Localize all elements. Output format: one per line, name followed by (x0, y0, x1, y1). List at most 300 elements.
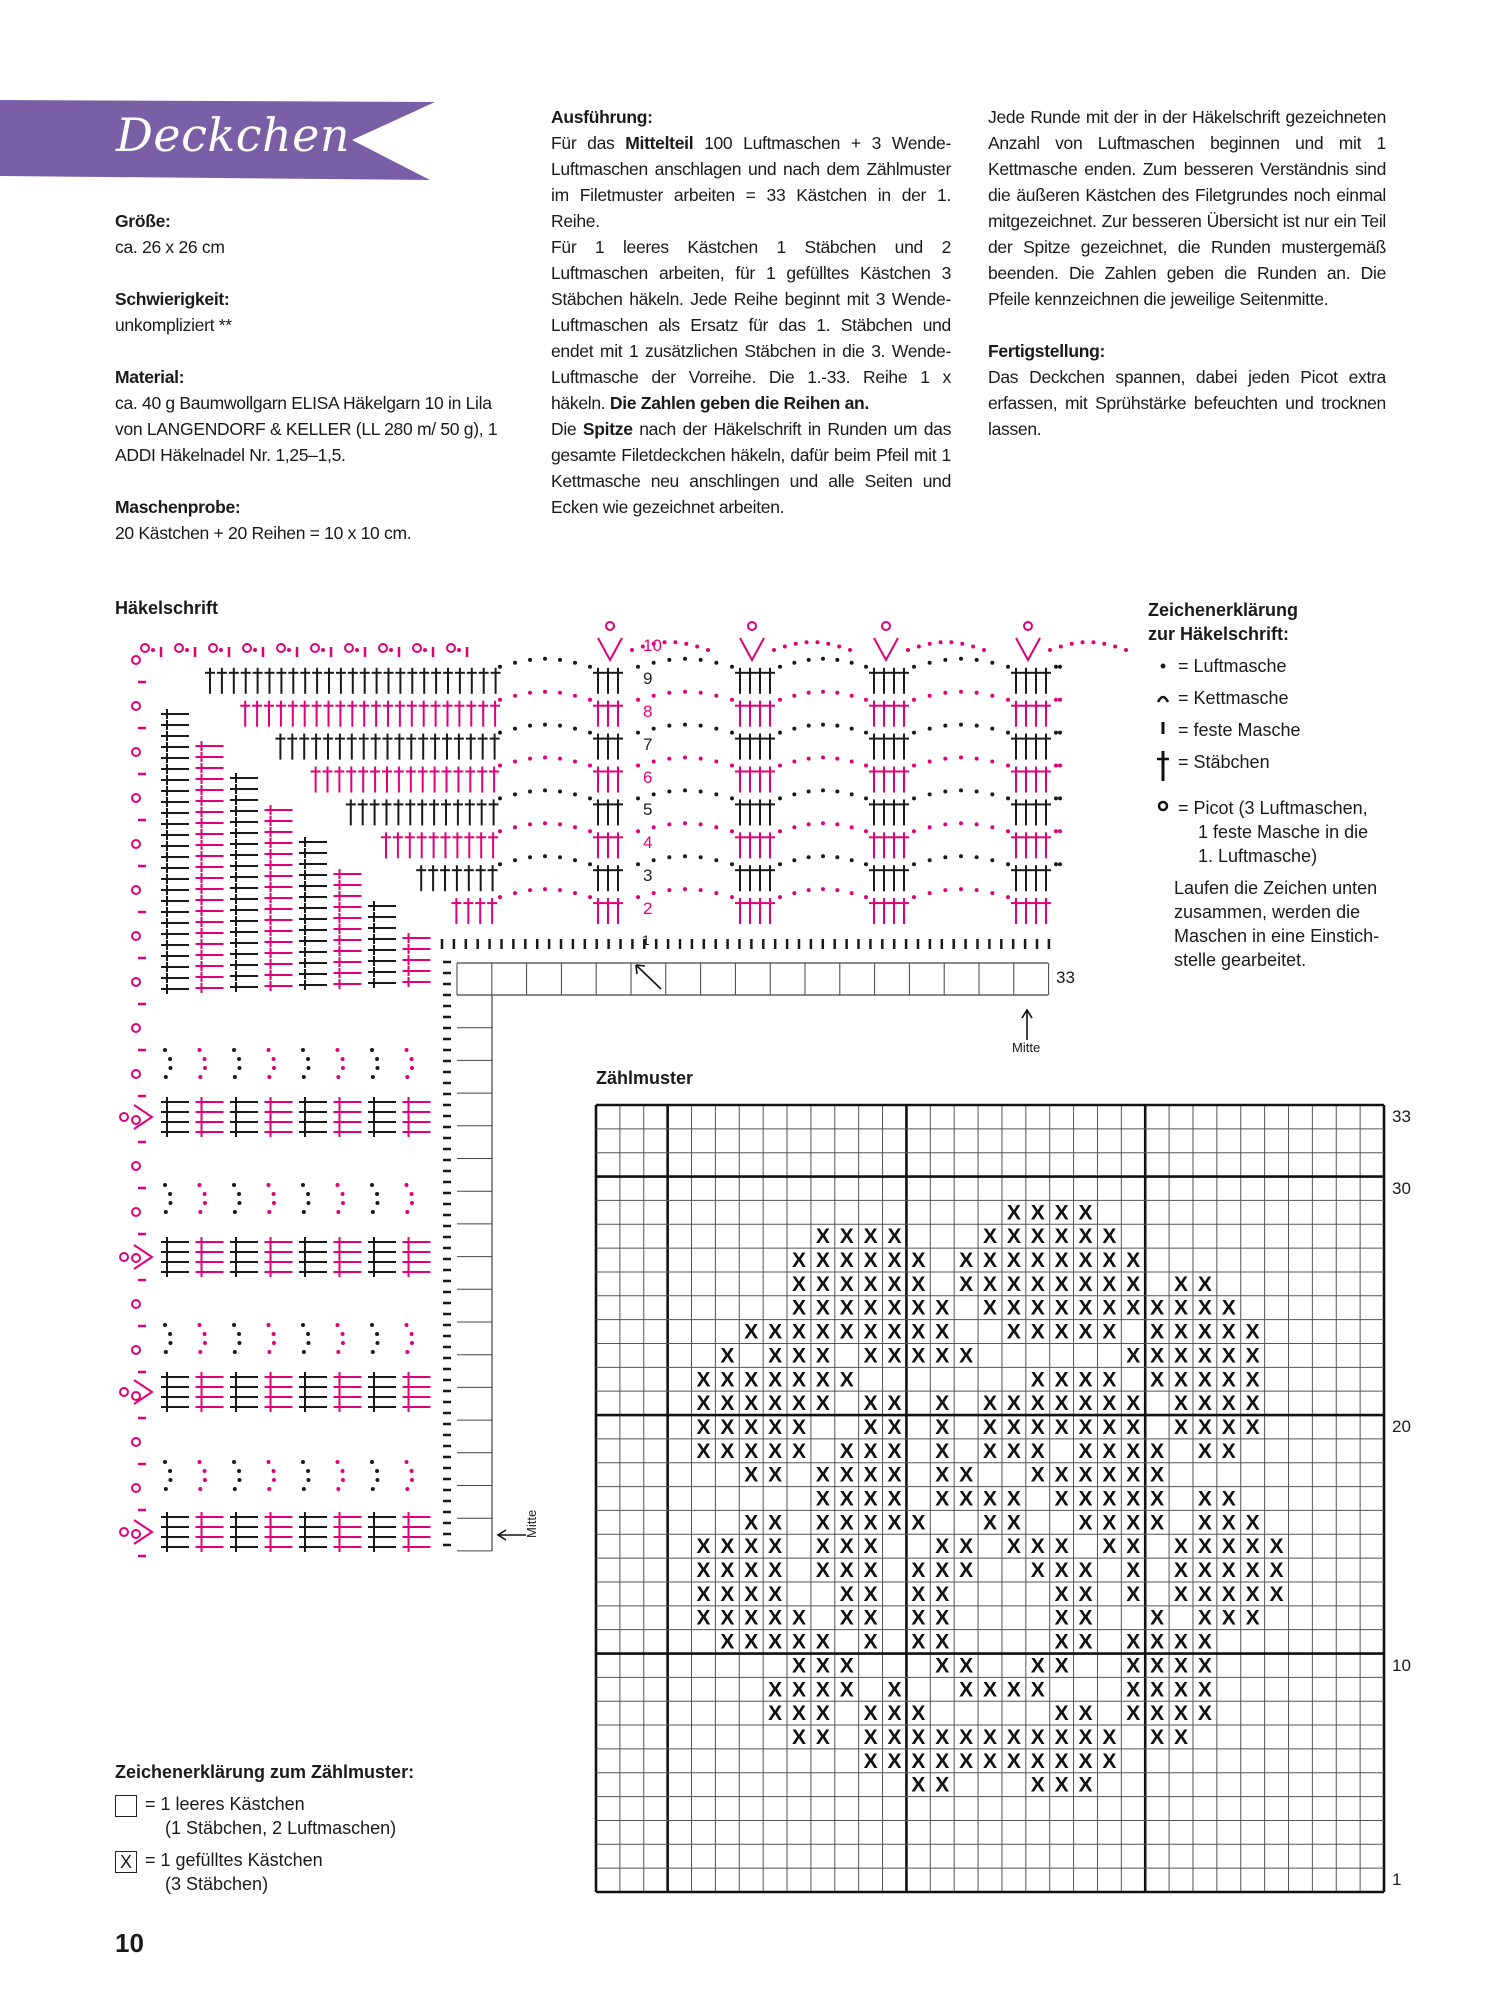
text: nach der Häkelschrift in Runden um das gesamte Filetdeckchen häkeln, dafür beim Pfeil mit 1 Kettmasche neu anschlingen und alle Seiten und Ecken wie gezeichnet arbeiten. (551, 419, 952, 517)
filled-cell-mark: X (863, 1320, 878, 1344)
filled-cell-mark: X (1245, 1415, 1260, 1439)
filled-cell-mark: X (1221, 1392, 1236, 1416)
rounds-paragraph: Jede Runde mit der in der Häkelschrift gezeichneten Anzahl von Luftmaschen beginnen und mit 1 Kettmasche enden. Zum besseren Verständnis sind die äußeren Kästchen des Filetgrundes noch einmal mitgezeichnet. Zur besseren Übersicht ist nur ein Teil der Spitze gezeichnet, die Runden mustergemäß beenden. Die Zahlen geben die Runden an. Die Pfeile kennzeichnen die jeweilige Seitenmitte. (988, 107, 1386, 309)
filled-cell-mark: X (887, 1296, 902, 1320)
filled-cell-mark: X (1006, 1439, 1021, 1463)
filled-cell-mark: X (1197, 1415, 1212, 1439)
round-label: 3 (643, 866, 653, 886)
filled-cell-mark: X (1245, 1344, 1260, 1368)
filled-cell-mark: X (935, 1559, 950, 1583)
round-label: 9 (643, 668, 653, 688)
filled-cell-mark: X (1030, 1749, 1045, 1773)
filled-cell-mark: X (887, 1344, 902, 1368)
filled-cell-mark: X (696, 1559, 711, 1583)
filled-cell-mark: X (1006, 1487, 1021, 1511)
filled-cell-mark: X (935, 1392, 950, 1416)
filled-cell-mark: X (935, 1535, 950, 1559)
filled-cell-mark: X (1221, 1606, 1236, 1630)
filled-cell-mark: X (1102, 1511, 1117, 1535)
filled-cell-mark: X (1102, 1249, 1117, 1273)
filled-cell-mark: X (887, 1320, 902, 1344)
filled-cell-mark: X (863, 1630, 878, 1654)
legend-text: 1. Luftmasche) (1198, 846, 1318, 866)
filled-cell-mark: X (1150, 1463, 1165, 1487)
filled-cell-mark: X (1054, 1582, 1069, 1606)
difficulty-label: Schwierigkeit: (115, 289, 230, 309)
filled-cell-mark: X (815, 1225, 830, 1249)
filled-cell-mark: X (1197, 1606, 1212, 1630)
filled-cell-mark: X (863, 1606, 878, 1630)
filled-cell-mark: X (1054, 1773, 1069, 1797)
emphasis: Spitze (582, 419, 633, 439)
filled-cell-mark: X (1221, 1559, 1236, 1583)
filled-cell-mark: X (863, 1439, 878, 1463)
filled-cell-mark: X (1078, 1249, 1093, 1273)
filled-cell-mark: X (1054, 1368, 1069, 1392)
filled-cell-mark: X (1078, 1702, 1093, 1726)
filled-cell-mark: X (911, 1511, 926, 1535)
filled-cell-mark: X (1150, 1296, 1165, 1320)
filled-cell-mark: X (1078, 1296, 1093, 1320)
filled-cell-mark: X (1102, 1439, 1117, 1463)
filled-cell-mark: X (887, 1463, 902, 1487)
filled-cell-mark: X (911, 1582, 926, 1606)
filled-cell-mark: X (1197, 1582, 1212, 1606)
filled-cell-mark: X (1078, 1606, 1093, 1630)
filled-cell-mark: X (744, 1511, 759, 1535)
text: Für 1 leeres Kästchen 1 Stäbchen und 2 Luftmaschen arbeiten, für 1 gefülltes Kästchen 3 Stäbchen häkeln. Jede Reihe beginnt mit 3 Wende-Luftmaschen als Ersatz für das 1. Stäbchen und endet mit 1 zusätzlichen Stäbchen in die 3. Wende-Luftmasche der Vorreihe. Die 1.-33. Reihe 1 x häkeln. (551, 237, 951, 413)
filled-cell-mark: X (815, 1654, 830, 1678)
filled-cell-mark: X (768, 1678, 783, 1702)
filled-cell-mark: X (1174, 1415, 1189, 1439)
filled-cell-mark: X (1030, 1725, 1045, 1749)
filled-cell-mark: X (1030, 1320, 1045, 1344)
filled-cell-mark: X (935, 1654, 950, 1678)
filled-cell-mark: X (935, 1725, 950, 1749)
filled-cell-mark: X (982, 1225, 998, 1249)
center-label-top: Mitte (1012, 1040, 1041, 1055)
filled-cell-mark: X (1245, 1535, 1260, 1559)
filled-cell-mark: X (720, 1344, 735, 1368)
round-label: 10 (643, 635, 662, 655)
grid-legend-title: Zeichenerklärung zum Zählmuster: (115, 1762, 415, 1782)
filled-cell-mark: X (911, 1249, 926, 1273)
filled-cell-mark: X (1030, 1368, 1045, 1392)
filled-cell-mark: X (1245, 1392, 1260, 1416)
filled-cell-mark: X (935, 1415, 950, 1439)
filled-cell-mark: X (1054, 1225, 1069, 1249)
filled-cell-mark: X (1174, 1368, 1189, 1392)
filled-cell-mark: X (1197, 1320, 1212, 1344)
filled-cell-mark: X (1126, 1535, 1141, 1559)
round-label: 4 (643, 833, 653, 853)
filled-cell-mark: X (815, 1702, 830, 1726)
chain-dot-icon: • (1159, 656, 1167, 676)
filled-cell-mark: X (911, 1296, 926, 1320)
filled-cell-mark: X (887, 1749, 902, 1773)
filled-cell-mark: X (744, 1535, 759, 1559)
filled-cell-mark: X (1102, 1463, 1117, 1487)
filled-cell-mark: X (768, 1606, 783, 1630)
filled-cell-mark: X (1150, 1368, 1165, 1392)
filled-cell-mark: X (1221, 1511, 1236, 1535)
filled-cell-mark: X (1174, 1654, 1189, 1678)
empty-box-icon (115, 1795, 137, 1817)
filled-cell-mark: X (1054, 1272, 1069, 1296)
filled-cell-mark: X (1245, 1582, 1260, 1606)
crochet-chart-title: Häkelschrift (115, 598, 219, 618)
legend-text: = 1 leeres Kästchen (145, 1794, 305, 1814)
filled-cell-mark: X (959, 1654, 974, 1678)
filled-cell-mark: X (935, 1344, 950, 1368)
filled-cell-mark: X (1245, 1606, 1260, 1630)
filled-cell-mark: X (1126, 1559, 1141, 1583)
filled-cell-mark: X (1150, 1630, 1165, 1654)
filled-cell-mark: X (744, 1392, 759, 1416)
filled-cell-mark: X (1102, 1296, 1117, 1320)
filled-cell-mark: X (1126, 1344, 1141, 1368)
filled-cell-mark: X (768, 1582, 783, 1606)
filled-cell-mark: X (1078, 1559, 1093, 1583)
filled-cell-mark: X (863, 1702, 878, 1726)
filled-cell-mark: X (815, 1678, 830, 1702)
filled-cell-mark: X (1245, 1559, 1260, 1583)
filled-cell-mark: X (887, 1392, 902, 1416)
page-number: 10 (115, 1928, 144, 1958)
filled-cell-mark: X (1078, 1439, 1093, 1463)
filled-cell-mark: X (1102, 1392, 1117, 1416)
filled-cell-mark: X (1245, 1320, 1260, 1344)
filled-cell-mark: X (935, 1463, 950, 1487)
filled-cell-mark: X (815, 1368, 830, 1392)
filled-cell-mark: X (1269, 1559, 1284, 1583)
filled-cell-mark: X (863, 1535, 878, 1559)
filled-cell-mark: X (1054, 1487, 1069, 1511)
filled-cell-mark: X (1174, 1630, 1189, 1654)
filled-cell-mark: X (982, 1487, 998, 1511)
filled-cell-mark: X (1150, 1678, 1165, 1702)
filled-cell-mark: X (768, 1630, 783, 1654)
filled-cell-mark: X (839, 1654, 854, 1678)
filled-cell-mark: X (1197, 1392, 1212, 1416)
filled-cell-mark: X (1102, 1725, 1117, 1749)
legend-text: (1 Stäbchen, 2 Luftmaschen) (165, 1818, 397, 1838)
filled-cell-mark: X (1221, 1487, 1236, 1511)
filled-cell-mark: X (1102, 1749, 1117, 1773)
filled-cell-mark: X (791, 1368, 806, 1392)
legend-text: = Luftmasche (1178, 656, 1287, 676)
filled-cell-mark: X (863, 1272, 878, 1296)
filled-cell-mark: X (959, 1249, 974, 1273)
filled-cell-mark: X (1078, 1630, 1093, 1654)
filled-cell-mark: X (1030, 1535, 1045, 1559)
gauge-label: Maschenprobe: (115, 497, 241, 517)
filled-cell-mark: X (1054, 1702, 1069, 1726)
filled-cell-mark: X (1030, 1559, 1045, 1583)
filled-cell-mark: X (863, 1725, 878, 1749)
filled-cell-mark: X (1126, 1678, 1141, 1702)
counting-chart-title: Zählmuster (596, 1068, 694, 1088)
grid-legend (115, 1760, 535, 1896)
filled-cell-mark: X (935, 1630, 950, 1654)
filled-cell-mark: X (1221, 1535, 1236, 1559)
filled-cell-mark: X (1006, 1511, 1021, 1535)
filled-cell-mark: X (887, 1702, 902, 1726)
filled-cell-mark: X (839, 1463, 854, 1487)
filled-cell-mark: X (935, 1749, 950, 1773)
filled-cell-mark: X (815, 1320, 830, 1344)
filled-cell-mark: X (935, 1773, 950, 1797)
filled-cell-mark: X (1102, 1368, 1117, 1392)
filled-cell-mark: X (887, 1678, 902, 1702)
filled-cell-mark: X (744, 1368, 759, 1392)
filled-cell-mark: X (887, 1225, 902, 1249)
filled-cell-mark: X (1126, 1630, 1141, 1654)
filled-cell-mark: X (768, 1463, 783, 1487)
filled-cell-mark: X (959, 1272, 974, 1296)
filled-cell-mark: X (935, 1320, 950, 1344)
filled-cell-mark: X (744, 1320, 759, 1344)
filled-cell-mark: X (696, 1582, 711, 1606)
filled-cell-mark: X (791, 1630, 806, 1654)
filled-cell-mark: X (791, 1296, 806, 1320)
filled-cell-mark: X (720, 1559, 735, 1583)
filled-cell-mark: X (1150, 1654, 1165, 1678)
filled-cell-mark: X (1054, 1749, 1069, 1773)
filled-cell-mark: X (982, 1272, 998, 1296)
filled-cell-mark: X (1150, 1606, 1165, 1630)
filled-cell-mark: X (839, 1606, 854, 1630)
filled-cell-mark: X (744, 1606, 759, 1630)
filled-cell-mark: X (863, 1225, 878, 1249)
filled-cell-mark: X (1102, 1487, 1117, 1511)
size-label: Größe: (115, 211, 171, 231)
filled-cell-mark: X (1197, 1487, 1212, 1511)
filled-cell-mark: X (1006, 1749, 1021, 1773)
filled-cell-mark: X (791, 1320, 806, 1344)
filled-cell-mark: X (1054, 1415, 1069, 1439)
filled-cell-mark: X (1030, 1392, 1045, 1416)
round-label: 7 (643, 734, 653, 754)
filled-cell-mark: X (1126, 1272, 1141, 1296)
filled-cell-mark: X (1174, 1392, 1189, 1416)
page-title: Deckchen (116, 108, 350, 162)
filled-cell-mark: X (1245, 1368, 1260, 1392)
filled-cell-mark: X (744, 1415, 759, 1439)
filled-cell-mark: X (982, 1749, 998, 1773)
filled-cell-mark: X (744, 1439, 759, 1463)
filled-cell-mark: X (839, 1535, 854, 1559)
filled-cell-mark: X (863, 1392, 878, 1416)
filled-cell-mark: X (839, 1582, 854, 1606)
round-label: 5 (643, 800, 653, 820)
filled-cell-mark: X (1054, 1320, 1069, 1344)
legend-text: = 1 gefülltes Kästchen (145, 1850, 323, 1870)
filled-cell-mark: X (720, 1535, 735, 1559)
row-number-label: 1 (1392, 1870, 1402, 1890)
filled-cell-mark: X (1197, 1344, 1212, 1368)
filled-cell-mark: X (1078, 1225, 1093, 1249)
filled-cell-mark: X (696, 1368, 711, 1392)
filled-cell-mark: X (1245, 1511, 1260, 1535)
filled-cell-mark: X (839, 1487, 854, 1511)
filled-cell-mark: X (911, 1344, 926, 1368)
filled-cell-mark: X (1126, 1702, 1141, 1726)
round-label: 8 (643, 701, 653, 721)
filled-cell-mark: X (982, 1725, 998, 1749)
filled-cell-mark: X (1150, 1725, 1165, 1749)
filled-cell-mark: X (1197, 1272, 1212, 1296)
filled-cell-mark: X (696, 1415, 711, 1439)
filled-cell-mark: X (1006, 1678, 1021, 1702)
emphasis: Die Zahlen geben die Reihen an. (609, 393, 869, 413)
filled-cell-mark: X (744, 1582, 759, 1606)
filled-cell-mark: X (887, 1249, 902, 1273)
filled-cell-mark: X (1174, 1678, 1189, 1702)
filled-cell-mark: X (863, 1582, 878, 1606)
filled-cell-mark: X (1030, 1225, 1045, 1249)
filled-cell-mark: X (911, 1606, 926, 1630)
filled-cell-mark: X (791, 1344, 806, 1368)
filled-cell-mark: X (935, 1439, 950, 1463)
filled-cell-mark: X (815, 1535, 830, 1559)
filled-cell-mark: X (1030, 1272, 1045, 1296)
filled-cell-mark: X (1150, 1320, 1165, 1344)
filled-cell-mark: X (720, 1439, 735, 1463)
filled-cell-mark: X (1054, 1201, 1069, 1225)
filled-cell-mark: X (1126, 1392, 1141, 1416)
finishing-text: Das Deckchen spannen, dabei jeden Picot extra erfassen, mit Sprühstärke befeuchten und trocknen lassen. (988, 367, 1386, 439)
text: 100 Luftmaschen + 3 Wende-Luftmaschen anschlagen und nach dem Zählmuster im Filetmuster arbeiten = 33 Kästchen in der 1. Reihe. (551, 133, 951, 231)
filled-cell-mark: X (1078, 1725, 1093, 1749)
filled-cell-mark: X (839, 1439, 854, 1463)
filled-cell-mark: X (791, 1678, 806, 1702)
instructions-heading: Ausführung: (551, 107, 653, 127)
legend-text: = Picot (3 Luftmaschen, (1178, 798, 1368, 818)
filled-cell-mark: X (959, 1487, 974, 1511)
filled-cell-mark: X (815, 1344, 830, 1368)
filled-cell-mark: X (1174, 1344, 1189, 1368)
filled-cell-mark: X (1054, 1296, 1069, 1320)
filled-cell-mark: X (1078, 1511, 1093, 1535)
filled-cell-mark: X (1030, 1678, 1045, 1702)
filled-cell-mark: X (1102, 1415, 1117, 1439)
filled-cell-mark: X (1197, 1296, 1212, 1320)
filled-cell-mark: X (1197, 1535, 1212, 1559)
filled-cell-mark: X (1006, 1392, 1021, 1416)
filled-cell-mark: X (791, 1249, 806, 1273)
filled-cell-mark: X (720, 1606, 735, 1630)
filled-cell-mark: X (839, 1272, 854, 1296)
filled-cell-mark: X (1030, 1249, 1045, 1273)
filled-cell-mark: X (1078, 1773, 1093, 1797)
filled-box-icon: X (115, 1851, 137, 1873)
filled-cell-mark: X (1102, 1535, 1117, 1559)
filled-cell-mark: X (1078, 1272, 1093, 1296)
filled-cell-mark: X (768, 1439, 783, 1463)
filled-cell-mark: X (1006, 1296, 1021, 1320)
filled-cell-mark: X (911, 1749, 926, 1773)
filled-cell-mark: X (1030, 1415, 1045, 1439)
text: Die (551, 419, 583, 439)
legend-text: = feste Masche (1178, 720, 1301, 740)
filled-cell-mark: X (863, 1463, 878, 1487)
filled-cell-mark: X (768, 1511, 783, 1535)
filled-cell-mark: X (1197, 1559, 1212, 1583)
filled-cell-mark: X (791, 1702, 806, 1726)
filled-cell-mark: X (1030, 1654, 1045, 1678)
filled-cell-mark: X (1269, 1582, 1284, 1606)
filled-cell-mark: X (911, 1630, 926, 1654)
filled-cell-mark: X (839, 1511, 854, 1535)
filled-cell-mark: X (744, 1630, 759, 1654)
filled-cell-mark: X (1150, 1487, 1165, 1511)
edge-count-label: 33 (1056, 968, 1075, 987)
filled-cell-mark: X (791, 1392, 806, 1416)
filled-cell-mark: X (1221, 1415, 1236, 1439)
filled-cell-mark: X (839, 1678, 854, 1702)
filled-cell-mark: X (863, 1415, 878, 1439)
filled-cell-mark: X (1006, 1225, 1021, 1249)
filled-cell-mark: X (1030, 1201, 1045, 1225)
filled-cell-mark: X (1054, 1463, 1069, 1487)
filled-cell-mark: X (839, 1296, 854, 1320)
filled-cell-mark: X (720, 1392, 735, 1416)
filled-cell-mark: X (1174, 1582, 1189, 1606)
filled-cell-mark: X (815, 1249, 830, 1273)
size-value: ca. 26 x 26 cm (115, 237, 225, 257)
filled-cell-mark: X (696, 1439, 711, 1463)
filled-cell-mark: X (935, 1487, 950, 1511)
filled-cell-mark: X (982, 1439, 998, 1463)
filled-cell-mark: X (887, 1487, 902, 1511)
legend-text: = Stäbchen (1178, 752, 1270, 772)
finishing-heading: Fertigstellung: (988, 341, 1106, 361)
filled-cell-mark: X (815, 1463, 830, 1487)
filled-cell-mark: X (1197, 1439, 1212, 1463)
filled-cell-mark: X (1078, 1320, 1093, 1344)
filled-cell-mark: X (1126, 1415, 1141, 1439)
legend-text: (3 Stäbchen) (165, 1874, 269, 1894)
filled-cell-mark: X (863, 1749, 878, 1773)
filled-cell-mark: X (982, 1415, 998, 1439)
filled-cell-mark: X (815, 1559, 830, 1583)
filled-cell-mark: X (1054, 1654, 1069, 1678)
filled-cell-mark: X (935, 1582, 950, 1606)
filled-cell-mark: X (1006, 1415, 1021, 1439)
filled-cell-mark: X (1078, 1463, 1093, 1487)
filled-cell-mark: X (815, 1392, 830, 1416)
filled-cell-mark: X (1054, 1535, 1069, 1559)
filled-cell-mark: X (1197, 1678, 1212, 1702)
filled-cell-mark: X (1102, 1225, 1117, 1249)
filled-cell-mark: X (744, 1463, 759, 1487)
filled-cell-mark: X (1006, 1249, 1021, 1273)
filled-cell-mark: X (1054, 1630, 1069, 1654)
filled-cell-mark: X (1174, 1535, 1189, 1559)
filled-cell-mark: X (1174, 1296, 1189, 1320)
filled-cell-mark: X (815, 1511, 830, 1535)
filled-cell-mark: X (1102, 1272, 1117, 1296)
round-label: 6 (643, 767, 653, 787)
filled-cell-mark: X (720, 1415, 735, 1439)
filled-cell-mark: X (1221, 1296, 1236, 1320)
filled-cell-mark: X (982, 1392, 998, 1416)
filled-cell-mark: X (982, 1511, 998, 1535)
filled-cell-mark: X (863, 1344, 878, 1368)
filled-cell-mark: X (911, 1272, 926, 1296)
filled-cell-mark: X (1197, 1511, 1212, 1535)
